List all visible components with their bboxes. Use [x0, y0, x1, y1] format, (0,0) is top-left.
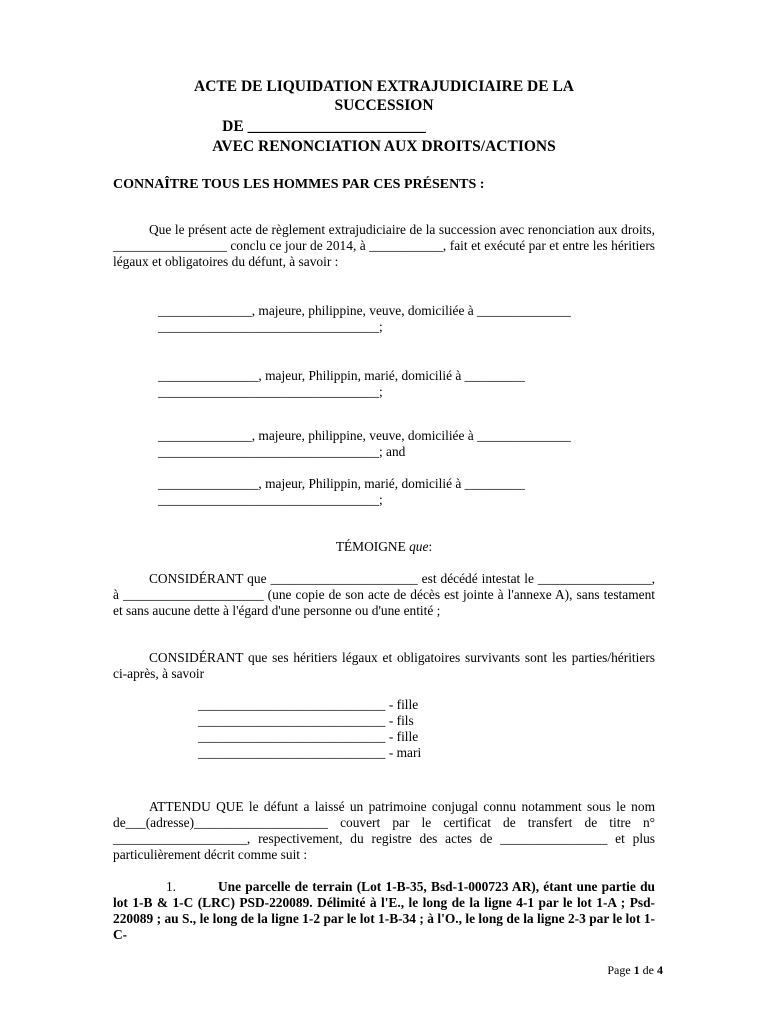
considerant-2-paragraph: CONSIDÉRANT que ses héritiers légaux et obligatoires survivants sont les parties/héritiers ci-après, à savoir	[113, 650, 655, 681]
page-label: Page	[607, 963, 634, 977]
party-1-line-2: _________________________________;	[158, 319, 383, 334]
heir-row: ____________________________ - fille	[198, 697, 419, 712]
heir-row: ____________________________ - mari	[198, 745, 422, 760]
document-title-line-3: DE _______________________	[222, 118, 426, 135]
attendu-paragraph: ATTENDU QUE le défunt a laissé un patrimoine conjugal connu notamment sous le nom de___(adresse)____________________ couvert par le certificat de transfert de titre n° ____________________, respectivement, du registre des actes de ________________ et plus particulièrement décrit comme suit :	[113, 799, 655, 862]
document-title-line-2: SUCCESSION	[334, 97, 434, 114]
lot-text: Une parcelle de terrain (Lot 1-B-35, Bsd-1-000723 AR), étant une partie du lot 1-B & 1-C (LRC) PSD-220089. Délimité à l'E., le long de la ligne 4-1 par le lot 1-A ; Psd-220089 ; au S., le long de la ligne 1-2 par le lot 1-B-34 ; à l'O., le long de la ligne 2-3 par le lot 1-C-	[113, 879, 655, 942]
of-label: de	[639, 963, 657, 977]
intro-paragraph: Que le présent acte de règlement extrajudiciaire de la succession avec renonciation aux droits, _________________ conclu ce jour de 2014, à ___________, fait et exécuté par et entre les héritiers légaux et obligatoires du défunt, à savoir :	[113, 222, 655, 269]
intro-heading: CONNAÎTRE TOUS LES HOMMES PAR CES PRÉSENTS :	[113, 177, 485, 192]
witness-prefix: TÉMOIGNE	[335, 539, 410, 554]
total-pages: 4	[657, 963, 663, 977]
party-2-line-1: _______________, majeur, Philippin, marié, domicilié à _________	[158, 368, 525, 383]
page-footer	[607, 963, 663, 978]
party-3-line-1: ______________, majeure, philippine, veuve, domiciliée à ______________	[158, 428, 571, 443]
party-3-line-2: _________________________________; and	[158, 444, 406, 459]
document-title-line-4: AVEC RENONCIATION AUX DROITS/ACTIONS	[212, 138, 556, 155]
considerant-1-paragraph: CONSIDÉRANT que ______________________ est décédé intestat le _________________, à _____________________ (une copie de son acte de décès est jointe à l'annexe A), sans testament et sans aucune dette à l'égard d'une personne ou d'une entité ;	[113, 571, 655, 618]
party-4-line-1: _______________, majeur, Philippin, marié, domicilié à _________	[158, 476, 525, 491]
witness-suffix: :	[428, 539, 433, 554]
party-4-line-2: _________________________________;	[158, 492, 383, 507]
page-number: 1	[633, 963, 640, 977]
party-1-line-1: ______________, majeure, philippine, veuve, domiciliée à ______________	[158, 303, 571, 318]
witness-line	[0, 539, 768, 555]
heir-row: ____________________________ - fille	[198, 729, 419, 744]
lot-description	[113, 879, 655, 943]
lot-number: 1.	[165, 879, 176, 894]
heir-row: ____________________________ - fils	[198, 713, 414, 728]
witness-emphasis: que	[409, 539, 429, 554]
document-title-line-1: ACTE DE LIQUIDATION EXTRAJUDICIAIRE DE LA	[194, 78, 574, 95]
party-2-line-2: _________________________________;	[158, 384, 383, 399]
